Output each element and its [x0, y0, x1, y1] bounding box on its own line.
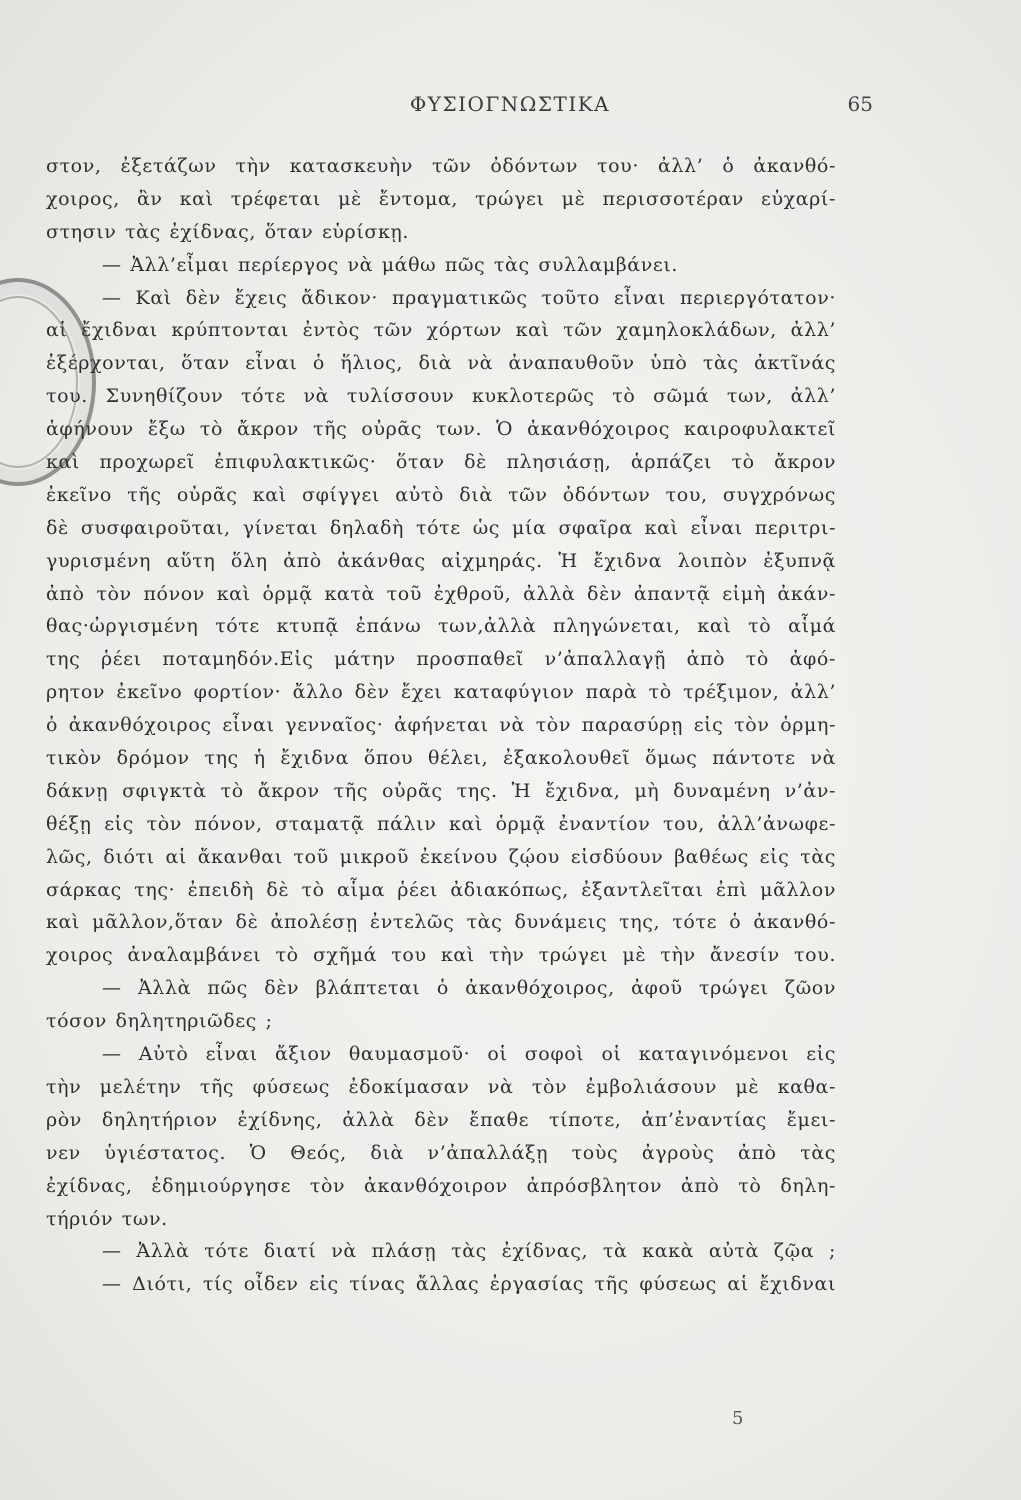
text-line: ἀφήνουν ἔξω τὸ ἄκρον τῆς οὐρᾶς των. Ὁ ἀκανθόχοιρος καιροφυλακτεῖ	[46, 418, 836, 441]
text-line: — Καὶ δὲν ἔχεις ἄδικον· πραγματικῶς τοῦτο εἶναι περιεργότατον·	[102, 286, 836, 309]
text-line: θας·ὠργισμένη τότε κτυπᾷ ἐπάνω των,ἀλλὰ πληγώνεται, καὶ τὸ αἷμά	[46, 615, 836, 638]
text-line: καὶ μᾶλλον,ὅταν δὲ ἀπολέσῃ ἐντελῶς τὰς δυνάμεις της, τότε ὁ ἀκανθό-	[46, 911, 836, 934]
text-line: λῶς, διότι αἱ ἄκανθαι τοῦ μικροῦ ἐκείνου ζῴου εἰσδύουν βαθέως εἰς τὰς	[46, 845, 836, 868]
text-line: δάκνῃ σφιγκτὰ τὸ ἄκρον τῆς οὐρᾶς της. Ἡ ἔχιδνα, μὴ δυναμένη ν’ἀν-	[46, 779, 836, 802]
body-text	[46, 150, 836, 1301]
text-line: — Ἀλλ’εἶμαι περίεργος νὰ μάθω πῶς τὰς συλλαμβάνει.	[102, 253, 679, 276]
text-line: ρητον ἐκεῖνο φορτίον· ἄλλο δὲν ἔχει καταφύγιον παρὰ τὸ τρέξιμον, ἀλλ’	[46, 681, 836, 704]
text-line: — Διότι, τίς οἶδεν εἰς τίνας ἄλλας ἐργασίας τῆς φύσεως αἱ ἔχιδναι	[102, 1273, 836, 1296]
text-line: ὁ ἀκανθόχοιρος εἶναι γενναῖος· ἀφήνεται νὰ τὸν παρασύρῃ εἰς τὸν ὁρμη-	[46, 714, 836, 737]
text-line: τὴν μελέτην τῆς φύσεως ἐδοκίμασαν νὰ τὸν ἐμβολιάσουν μὲ καθα-	[46, 1075, 836, 1098]
running-title: ΦΥΣΙΟΓΝΩΣΤΙΚΑ	[409, 92, 611, 116]
text-line: στησιν τὰς ἐχίδνας, ὅταν εὑρίσκῃ.	[46, 220, 410, 243]
running-head	[150, 92, 873, 126]
text-line: σάρκας της· ἐπειδὴ δὲ τὸ αἷμα ῥέει ἀδιακόπως, ἐξαντλεῖται ἐπὶ μᾶλλον	[46, 878, 836, 901]
text-line: καὶ προχωρεῖ ἐπιφυλακτικῶς· ὅταν δὲ πλησιάσῃ, ἁρπάζει τὸ ἄκρον	[46, 451, 836, 474]
text-line: χοιρος ἀναλαμβάνει τὸ σχῆμά του καὶ τὴν τρώγει μὲ τὴν ἄνεσίν του.	[46, 944, 836, 967]
text-line: ἐξέρχονται, ὅταν εἶναι ὁ ἥλιος, διὰ νὰ ἀναπαυθοῦν ὑπὸ τὰς ἀκτῖνάς	[46, 352, 836, 375]
text-line: νεν ὑγιέστατος. Ὁ Θεός, διὰ ν’ἀπαλλάξῃ τοὺς ἀγροὺς ἀπὸ τὰς	[46, 1141, 836, 1164]
signature-mark: 5	[732, 1408, 744, 1429]
text-line: ἐκεῖνο τῆς οὐρᾶς καὶ σφίγγει αὐτὸ διὰ τῶν ὀδόντων του, συγχρόνως	[46, 483, 836, 506]
text-line: — Αὐτὸ εἶναι ἄξιον θαυμασμοῦ· οἱ σοφοὶ οἱ καταγινόμενοι εἰς	[102, 1043, 836, 1066]
text-line: της ῥέει ποταμηδόν.Εἰς μάτην προσπαθεῖ ν’ἀπαλλαγῇ ἀπὸ τὸ ἀφό-	[46, 648, 836, 671]
text-line: χοιρος, ἂν καὶ τρέφεται μὲ ἔντομα, τρώγει μὲ περισσοτέραν εὐχαρί-	[46, 187, 836, 210]
text-line: τικὸν δρόμον της ἡ ἔχιδνα ὅπου θέλει, ἐξακολουθεῖ ὅμως πάντοτε νὰ	[46, 747, 836, 770]
text-line: — Ἀλλὰ πῶς δὲν βλάπτεται ὁ ἀκανθόχοιρος, ἀφοῦ τρώγει ζῶον	[102, 977, 836, 1000]
text-line: ρὸν δηλητήριον ἐχίδνης, ἀλλὰ δὲν ἔπαθε τίποτε, ἀπ’ἐναντίας ἔμει-	[46, 1108, 836, 1131]
page-number: 65	[847, 92, 873, 116]
text-line: στον, ἐξετάζων τὴν κατασκευὴν τῶν ὀδόντων του· ἀλλ’ ὁ ἀκανθό-	[46, 155, 836, 177]
text-line: ἐχίδνας, ἐδημιούργησε τὸν ἀκανθόχοιρον ἀπρόσβλητον ἀπὸ τὸ δηλη-	[46, 1174, 836, 1197]
text-line: του. Συνηθίζουν τότε νὰ τυλίσσουν κυκλοτερῶς τὸ σῶμά των, ἀλλ’	[46, 385, 836, 408]
text-line: τόσον δηλητηριῶδες ;	[46, 1010, 273, 1033]
text-line: δὲ συσφαιροῦται, γίνεται δηλαδὴ τότε ὡς μία σφαῖρα καὶ εἶναι περιτρι-	[46, 516, 836, 539]
text-line: ἀπὸ τὸν πόνον καὶ ὁρμᾷ κατὰ τοῦ ἐχθροῦ, ἀλλὰ δὲν ἀπαντᾷ εἰμὴ ἀκάν-	[46, 582, 836, 605]
text-line: αἱ ἔχιδναι κρύπτονται ἐντὸς τῶν χόρτων καὶ τῶν χαμηλοκλάδων, ἀλλ’	[46, 319, 836, 342]
text-line: γυρισμένη αὕτη ὅλη ἀπὸ ἀκάνθας αἰχμηράς. Ἡ ἔχιδνα λοιπὸν ἐξυπνᾷ	[46, 549, 836, 572]
text-line: — Ἀλλὰ τότε διατί νὰ πλάσῃ τὰς ἐχίδνας, τὰ κακὰ αὐτὰ ζῷα ;	[102, 1240, 836, 1263]
text-line: θέξῃ εἰς τὸν πόνον, σταματᾷ πάλιν καὶ ὁρμᾷ ἐναντίον του, ἀλλ’ἀνωφε-	[46, 812, 836, 835]
text-line: τήριόν των.	[46, 1207, 168, 1230]
